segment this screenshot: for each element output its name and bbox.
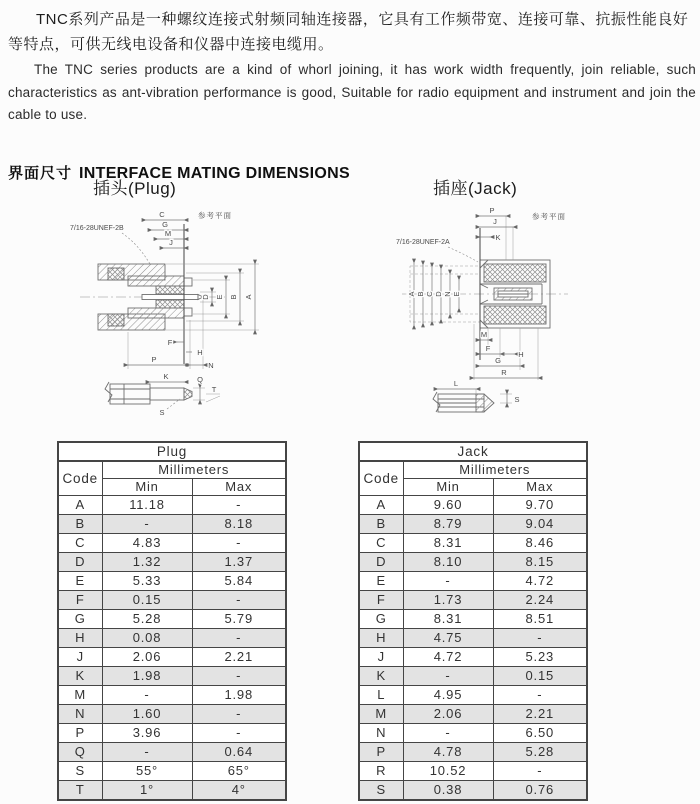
min-cell: 0.38 [403, 781, 493, 801]
dimension-row [58, 686, 286, 705]
code-cell: B [359, 515, 403, 534]
dimension-row [58, 629, 286, 648]
code-cell: J [58, 648, 102, 667]
dim-label: E [452, 291, 461, 297]
max-cell: 5.79 [192, 610, 286, 629]
code-cell: A [359, 496, 403, 515]
dim-label: F [485, 344, 491, 353]
max-cell: 2.21 [493, 705, 587, 724]
max-cell: 1.98 [192, 686, 286, 705]
section-heading [8, 157, 350, 185]
dimension-row [58, 572, 286, 591]
dim-label: Q [197, 375, 203, 384]
plug-thread-callout: 7/16-28UNEF-2B [70, 225, 124, 232]
dimension-row [359, 534, 587, 553]
dimension-row [359, 705, 587, 724]
min-cell: 0.08 [102, 629, 192, 648]
min-cell: 1.60 [102, 705, 192, 724]
max-cell: 9.04 [493, 515, 587, 534]
dim-label: A [244, 294, 253, 300]
code-cell: F [58, 591, 102, 610]
dimension-row [359, 610, 587, 629]
min-cell: 9.60 [403, 496, 493, 515]
max-cell: 0.15 [493, 667, 587, 686]
code-cell: R [359, 762, 403, 781]
dim-label: D [434, 291, 443, 297]
code-cell: E [359, 572, 403, 591]
dim-label: G [495, 356, 501, 365]
max-cell: 4.72 [493, 572, 587, 591]
dimension-row [58, 743, 286, 762]
code-cell: K [359, 667, 403, 686]
min-cell: 4.83 [102, 534, 192, 553]
min-cell: - [403, 724, 493, 743]
dimension-row [359, 781, 587, 801]
dimension-row [359, 648, 587, 667]
dimension-row [58, 781, 286, 801]
table-title: Jack [359, 442, 587, 461]
dimension-row [58, 515, 286, 534]
min-cell: 5.33 [102, 572, 192, 591]
plug-callout-leader [122, 233, 150, 264]
dim-label: K [495, 233, 501, 242]
dim-label: J [493, 217, 497, 226]
min-cell: 4.72 [403, 648, 493, 667]
code-cell: Q [58, 743, 102, 762]
max-cell: - [493, 629, 587, 648]
plug-body-cross-section [98, 264, 203, 330]
dim-label: H [518, 350, 524, 359]
dimension-row [58, 591, 286, 610]
dimension-row [359, 515, 587, 534]
plug-dimensions-table [57, 441, 287, 801]
min-cell: - [102, 515, 192, 534]
dim-label: S [159, 408, 165, 417]
dimension-row [359, 686, 587, 705]
max-cell: - [192, 724, 286, 743]
table-title: Plug [58, 442, 286, 461]
jack-figure-label: 插座(Jack) [433, 179, 518, 198]
code-cell: J [359, 648, 403, 667]
dimension-row [58, 610, 286, 629]
dimension-row [359, 572, 587, 591]
jack-thread-callout: 7/16-28UNEF-2A [396, 239, 450, 246]
dim-label: G [162, 220, 168, 229]
min-cell: 4.95 [403, 686, 493, 705]
max-cell: 5.84 [192, 572, 286, 591]
dim-label: N [443, 291, 452, 297]
max-header: Max [192, 479, 286, 496]
code-cell: M [359, 705, 403, 724]
max-cell: 2.21 [192, 648, 286, 667]
dimension-row [359, 496, 587, 515]
jack-dimensions-table [358, 441, 588, 801]
code-cell: H [58, 629, 102, 648]
dim-label: R [501, 368, 507, 377]
dimension-row [359, 553, 587, 572]
min-cell: 4.75 [403, 629, 493, 648]
dimension-row [359, 743, 587, 762]
max-header: Max [493, 479, 587, 496]
dimension-row [58, 496, 286, 515]
code-cell: C [58, 534, 102, 553]
min-cell: 2.06 [403, 705, 493, 724]
min-cell: 1.32 [102, 553, 192, 572]
min-cell: 1° [102, 781, 192, 801]
code-cell: K [58, 667, 102, 686]
dim-label: H [197, 348, 203, 357]
min-cell: 11.18 [102, 496, 192, 515]
intro-paragraph-zh: TNC系列产品是一种螺纹连接式射频同轴连接器，它具有工作频带宽、连接可靠、抗振性能良好等特点，可供无线电设备和仪器中连接电缆用。 [8, 11, 689, 53]
min-header: Min [102, 479, 192, 496]
max-cell: 6.50 [493, 724, 587, 743]
dimension-row [58, 724, 286, 743]
min-cell: 0.15 [102, 591, 192, 610]
plug-pin-detail-view [105, 372, 220, 417]
plug-dimension-lines [128, 210, 259, 370]
dimension-row [58, 667, 286, 686]
jack-technical-drawing [380, 202, 630, 434]
unit-header: Millimeters [403, 461, 587, 479]
table-title-row [359, 442, 587, 461]
dim-label: D [201, 294, 210, 300]
min-cell: - [102, 743, 192, 762]
max-cell: - [493, 762, 587, 781]
dimension-row [359, 762, 587, 781]
dim-label: M [480, 330, 488, 339]
dim-label: C [425, 291, 434, 297]
table-header-row [58, 461, 286, 479]
min-cell: 55° [102, 762, 192, 781]
dim-label: F [167, 338, 173, 347]
dim-label: P [151, 355, 157, 364]
max-cell: 8.18 [192, 515, 286, 534]
min-cell: 4.78 [403, 743, 493, 762]
table-title-row [58, 442, 286, 461]
max-cell: 2.24 [493, 591, 587, 610]
jack-callout-leader [448, 247, 478, 262]
code-cell: P [359, 743, 403, 762]
dimension-row [58, 534, 286, 553]
min-cell: 8.10 [403, 553, 493, 572]
jack-body-cross-section [480, 260, 550, 328]
dim-label: B [416, 291, 425, 297]
code-header: Code [359, 461, 403, 496]
max-cell: - [493, 686, 587, 705]
max-cell: 8.15 [493, 553, 587, 572]
dimension-row [58, 553, 286, 572]
min-cell: 8.79 [403, 515, 493, 534]
code-cell: C [359, 534, 403, 553]
code-cell: N [359, 724, 403, 743]
min-cell: - [403, 572, 493, 591]
jack-socket-detail-view [433, 379, 520, 412]
dim-label: B [229, 294, 238, 300]
code-cell: S [58, 762, 102, 781]
table-header-row [359, 461, 587, 479]
dim-label: E [215, 294, 224, 300]
min-cell: 1.73 [403, 591, 493, 610]
min-cell: 1.98 [102, 667, 192, 686]
code-cell: D [359, 553, 403, 572]
max-cell: - [192, 591, 286, 610]
code-cell: L [359, 686, 403, 705]
code-cell: D [58, 553, 102, 572]
dim-label: C [159, 210, 165, 219]
code-cell: B [58, 515, 102, 534]
dim-label: J [169, 238, 173, 247]
dim-label: S [514, 395, 520, 404]
max-cell: 0.76 [493, 781, 587, 801]
unit-header: Millimeters [102, 461, 286, 479]
plug-reference-plane-label: 参考平面 [198, 211, 232, 220]
code-cell: G [58, 610, 102, 629]
dim-label: N [208, 361, 214, 370]
max-cell: - [192, 496, 286, 515]
code-cell: G [359, 610, 403, 629]
code-cell: P [58, 724, 102, 743]
code-cell: M [58, 686, 102, 705]
code-cell: H [359, 629, 403, 648]
max-cell: 5.28 [493, 743, 587, 762]
code-cell: F [359, 591, 403, 610]
dimension-row [58, 648, 286, 667]
min-cell: 3.96 [102, 724, 192, 743]
intro-paragraph-en: The TNC series products are a kind of whorl joining, it has work width frequently, join reliable, such characteristics as ant-vibration performance is good, Suitable for radio equipment and instrument and join the cable to use. [8, 62, 696, 122]
dim-label: P [489, 206, 495, 215]
dimension-row [58, 705, 286, 724]
max-cell: 65° [192, 762, 286, 781]
section-heading-zh: 界面尺寸 [8, 164, 73, 182]
code-cell: E [58, 572, 102, 591]
code-cell: N [58, 705, 102, 724]
dimension-row [58, 762, 286, 781]
max-cell: - [192, 629, 286, 648]
dimension-row [359, 724, 587, 743]
jack-reference-plane-label: 参考平面 [532, 212, 566, 221]
max-cell: - [192, 705, 286, 724]
max-cell: 9.70 [493, 496, 587, 515]
dim-label: A [407, 291, 416, 297]
code-cell: T [58, 781, 102, 801]
max-cell: - [192, 534, 286, 553]
min-cell: - [102, 686, 192, 705]
min-header: Min [403, 479, 493, 496]
code-cell: S [359, 781, 403, 801]
dimension-row [359, 667, 587, 686]
code-cell: A [58, 496, 102, 515]
dim-label: L [453, 379, 459, 388]
plug-technical-drawing [50, 202, 330, 434]
dimension-row [359, 591, 587, 610]
max-cell: 0.64 [192, 743, 286, 762]
min-cell: 8.31 [403, 534, 493, 553]
code-header: Code [58, 461, 102, 496]
min-cell: 8.31 [403, 610, 493, 629]
dim-label: K [163, 372, 169, 381]
min-cell: 2.06 [102, 648, 192, 667]
section-heading-en: INTERFACE MATING DIMENSIONS [79, 164, 350, 182]
max-cell: 5.23 [493, 648, 587, 667]
min-cell: - [403, 667, 493, 686]
plug-figure-label: 插头(Plug) [93, 179, 177, 198]
max-cell: - [192, 667, 286, 686]
dim-label: M [164, 229, 172, 238]
dim-label: T [211, 385, 217, 394]
max-cell: 8.51 [493, 610, 587, 629]
max-cell: 8.46 [493, 534, 587, 553]
dimension-row [359, 629, 587, 648]
max-cell: 1.37 [192, 553, 286, 572]
max-cell: 4° [192, 781, 286, 801]
min-cell: 10.52 [403, 762, 493, 781]
min-cell: 5.28 [102, 610, 192, 629]
